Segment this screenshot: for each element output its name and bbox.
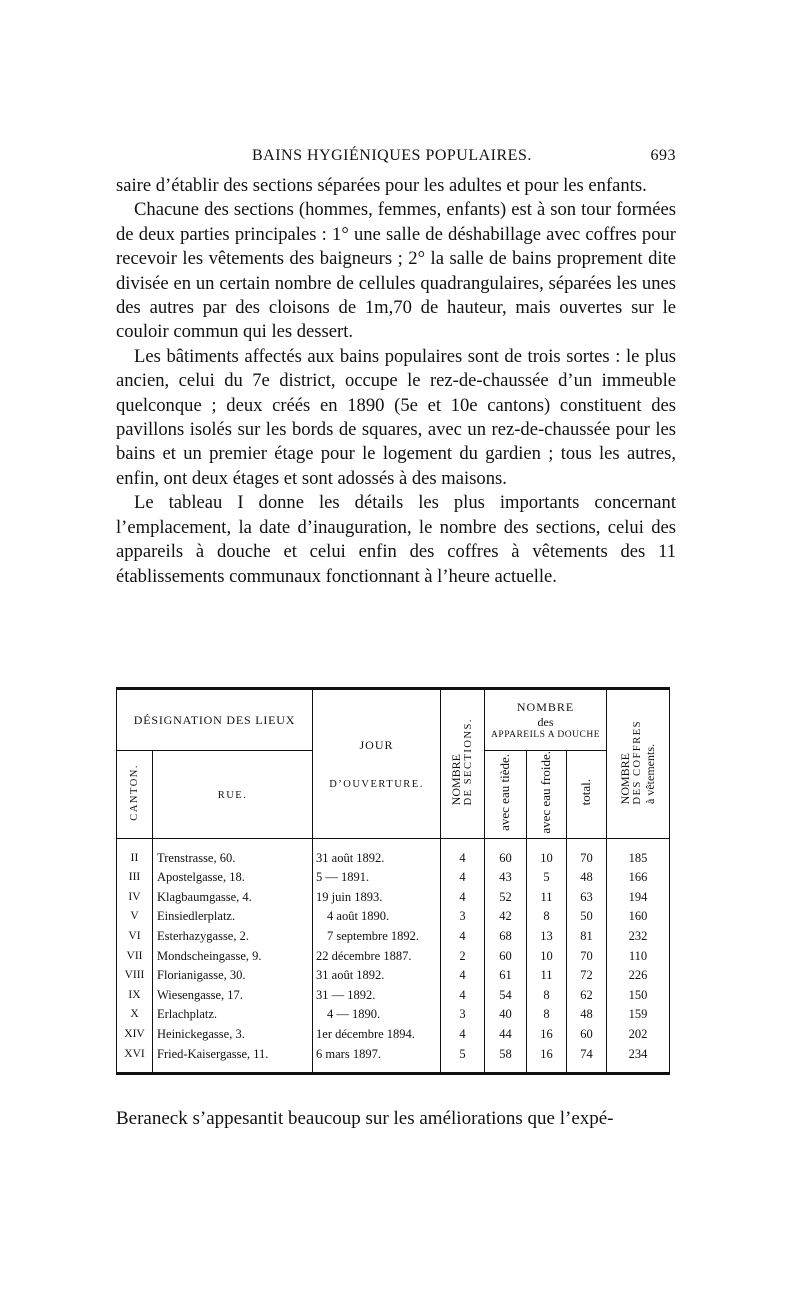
header-nombre-coffres: NOMBREDES COFFRESà vêtements. xyxy=(607,689,670,839)
header-tiede: avec eau tiède. xyxy=(485,751,527,839)
table-row: VIII Florianigasse, 30. 31 août 1892. 4 61 11 72 226 xyxy=(117,966,670,986)
table-row: IV Klagbaumgasse, 4. 19 juin 1893. 4 52 11 63 194 xyxy=(117,888,670,908)
header-designation: DÉSIGNATION DES LIEUX xyxy=(117,689,313,751)
paragraph-1: saire d’établir des sections séparées pour les adultes et pour les enfants. xyxy=(116,175,647,196)
header-canton: CANTON. xyxy=(117,751,153,839)
header-jour: JOUR D’OUVERTURE. xyxy=(313,689,441,839)
continuation-line: Beraneck s’appesantit beaucoup sur les améliorations que l’expé- xyxy=(116,1108,614,1129)
table-body xyxy=(117,838,670,1074)
table-row: XIV Heinickegasse, 3. 1er décembre 1894. 4 44 16 60 202 xyxy=(117,1025,670,1045)
running-header xyxy=(118,145,676,169)
page-number: 693 xyxy=(650,147,676,164)
table-row: IX Wiesengasse, 17. 31 — 1892. 4 54 8 62 150 xyxy=(117,986,670,1006)
running-title: BAINS HYGIÉNIQUES POPULAIRES. xyxy=(252,147,532,164)
header-total: total. xyxy=(567,751,607,839)
table-row: V Einsiedlerplatz. 4 août 1890. 3 42 8 50 160 xyxy=(117,907,670,927)
baths-table xyxy=(116,687,670,1075)
header-nombre-sections: NOMBREDE SECTIONS. xyxy=(441,689,485,839)
paragraph-4: Le tableau I donne les détails les plus importants concernant l’emplacement, la date d’inauguration, le nombre des sections, celui des appareils à douche et celui enfin des coffres à vêtements des 11 établissements communaux fonctionnant à l’heure actuelle. xyxy=(116,492,676,587)
body-text xyxy=(116,174,676,589)
header-froide: avec eau froide. xyxy=(527,751,567,839)
table-row: II Trenstrasse, 60. 31 août 1892. 4 60 10 70 185 xyxy=(117,838,670,868)
table-row: III Apostelgasse, 18. 5 — 1891. 4 43 5 48 166 xyxy=(117,868,670,888)
table-row: VII Mondscheingasse, 9. 22 décembre 1887. 2 60 10 70 110 xyxy=(117,947,670,967)
paragraph-2: Chacune des sections (hommes, femmes, enfants) est à son tour formées de deux parties principales : 1° une salle de déshabillage avec coffres pour recevoir les vêtements des baigneurs ; 2° la salle de bains proprement dite divisée en un certain nombre de cellules quadrangulaires, séparées les unes des autres par des cloisons de 1m,70 de hauteur, mais ouvertes sur le couloir commun qui les dessert. xyxy=(116,199,676,343)
table-row: VI Esterhazygasse, 2. 7 septembre 1892. 4 68 13 81 232 xyxy=(117,927,670,947)
paragraph-3: Les bâtiments affectés aux bains populaires sont de trois sortes : le plus ancien, celui du 7e district, occupe le rez-de-chaussée d’un immeuble quelconque ; deux créés en 1890 (5e et 10e cantons) constituent des pavillons isolés sur les bords de squares, avec un rez-de-chaussée pour les bains et un premier étage pour le logement du gardien ; tous les autres, enfin, ont deux étages et sont adossés à des maisons. xyxy=(116,345,676,489)
table-row: X Erlachplatz. 4 — 1890. 3 40 8 48 159 xyxy=(117,1005,670,1025)
header-appareils: NOMBRE des APPAREILS A DOUCHE xyxy=(485,689,607,751)
header-rue: RUE. xyxy=(153,751,313,839)
table-row: XVI Fried-Kaisergasse, 11. 6 mars 1897. 5 58 16 74 234 xyxy=(117,1045,670,1074)
